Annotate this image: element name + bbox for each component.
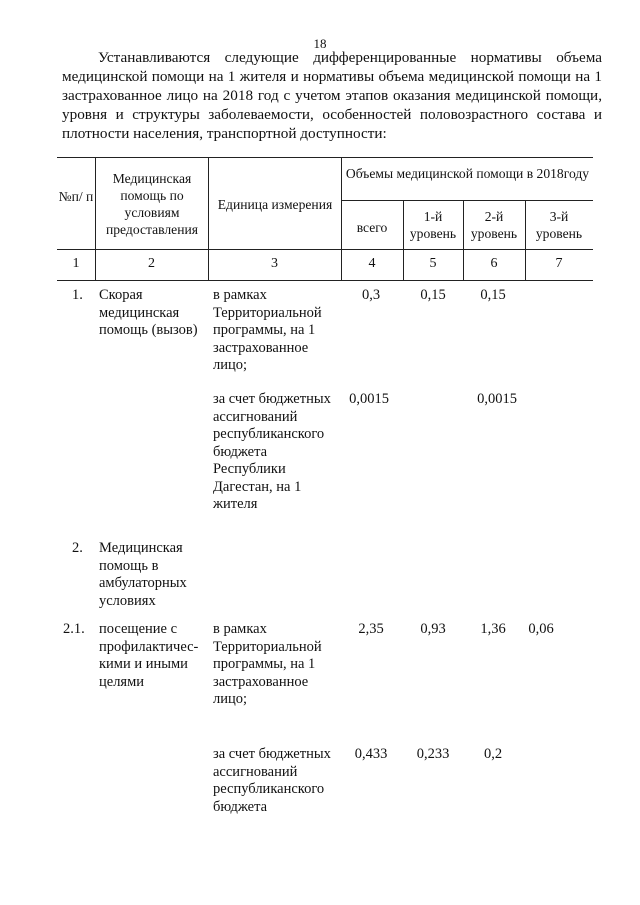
header-level-1: 1-й уровень <box>409 209 457 241</box>
column-number: 3 <box>271 256 278 271</box>
value-total: 0,3 <box>361 287 381 303</box>
value-level-1: 0,233 <box>416 746 450 762</box>
care-type-cell: Медицинская помощь в амбулаторных условиях <box>99 540 187 609</box>
header-volumes: Объемы медицинской помощи в 2018году <box>345 166 590 181</box>
value-level-1: 0,93 <box>420 621 446 637</box>
unit-cell: за счет бюджетных ассигнований республиканского бюджета <box>213 746 331 815</box>
care-type-cell: Скорая медицинская помощь (вызов) <box>99 287 198 338</box>
column-number: 2 <box>148 256 155 271</box>
column-number: 1 <box>72 256 80 271</box>
column-number: 5 <box>429 256 437 271</box>
header-level-2: 2-й уровень <box>470 209 518 241</box>
column-number: 6 <box>490 256 498 271</box>
header-unit: Единица измерения <box>217 197 333 212</box>
header-level-3: 3-й уровень <box>535 209 583 241</box>
header-total: всего <box>356 220 388 235</box>
care-type-cell: посещение с профилактичес- кими и иными целями <box>99 621 199 690</box>
value-level-3: 0,06 <box>528 621 554 637</box>
intro-paragraph: Устанавливаются следующие дифференцированные нормативы объема медицинской помощи на 1 жителя и нормативы объема медицинской помощи на 1 застрахованное лицо на 2018 год с учетом этапов оказания медицинской помощи, уровня и структуры заболеваемости, особенностей половозрастного состава и плотности населения, транспортной доступности: <box>62 49 602 142</box>
header-care-type: Медицинская помощь по условиям предоставления <box>105 171 198 237</box>
row-number: 2. <box>72 540 83 556</box>
value-level-2: 0,15 <box>480 287 506 303</box>
row-number: 2.1. <box>63 621 85 637</box>
value-level-1: 0,15 <box>420 287 446 303</box>
header-number: №п/ п <box>58 189 94 204</box>
row-number: 1. <box>72 287 83 303</box>
value-level-2: 0,2 <box>483 746 503 762</box>
value-total: 2,35 <box>358 621 384 637</box>
value-level-2: 1,36 <box>480 621 506 637</box>
unit-cell: за счет бюджетных ассигнований республиканского бюджета Республики Дагестан, на 1 жителя <box>213 391 331 512</box>
unit-cell: в рамках Территориальной программы, на 1 застрахованное лицо; <box>213 287 322 373</box>
column-number: 4 <box>368 256 376 271</box>
value-level-2: 0,0015 <box>477 391 517 407</box>
column-number: 7 <box>555 256 563 271</box>
unit-cell: в рамках Территориальной программы, на 1 застрахованное лицо; <box>213 621 322 707</box>
value-total: 0,433 <box>354 746 388 762</box>
page-number: 18 <box>313 36 327 51</box>
value-total: 0,0015 <box>349 391 389 407</box>
